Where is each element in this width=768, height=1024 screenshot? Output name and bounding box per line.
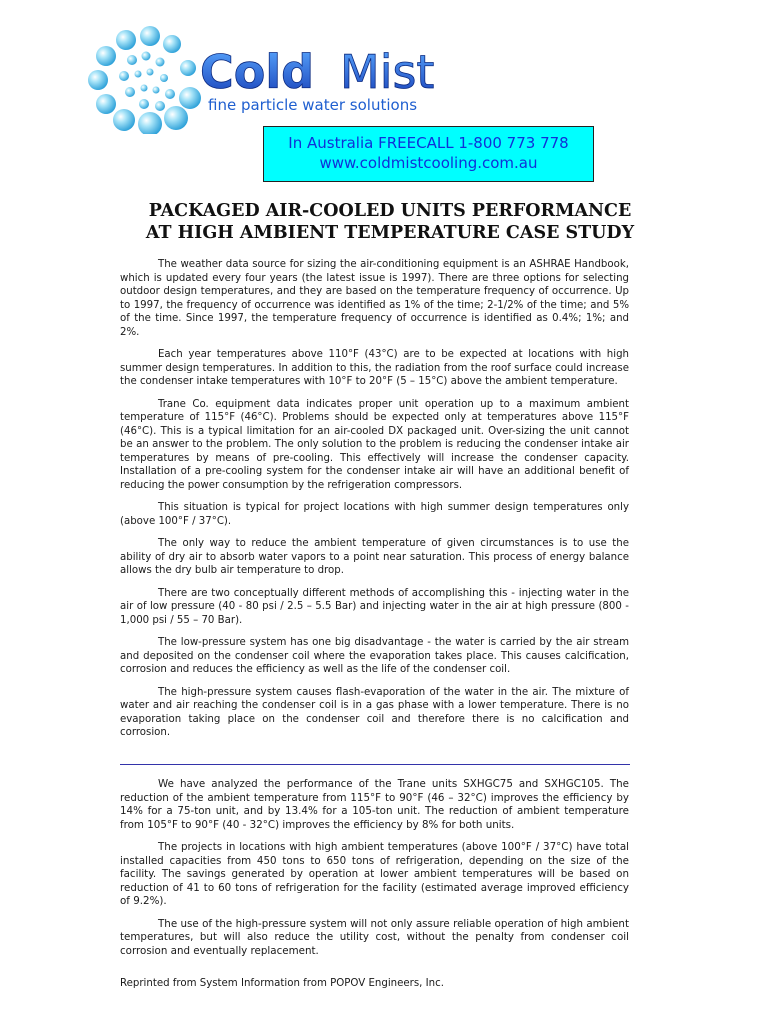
paragraph: The high-pressure system causes flash-evaporation of the water in the air. The mixture of water and air reaching the condenser coil is in a gas phase with a lower temperature. There is no evaporation taking place on the condenser coil and therefore there is no calcification and corrosion. xyxy=(120,686,629,738)
paragraph: The only way to reduce the ambient temperature of given circumstances is to use the ability of dry air to absorb water vapors to a point near saturation. This process of energy balance allows the dry bulb air temperature to drop. xyxy=(120,538,629,576)
droplets-icon xyxy=(88,24,488,134)
title-line-1: PACKAGED AIR-COOLED UNITS PERFORMANCE xyxy=(148,201,632,221)
coldmist-logo xyxy=(88,24,488,134)
body-section-intro xyxy=(120,258,629,749)
freecall-website[interactable]: www.coldmistcooling.com.au xyxy=(319,154,538,172)
paragraph: The low-pressure system has one big disadvantage - the water is carried by the air stream and deposited on the condenser coil where the evaporation takes place. This causes calcification, corrosion and reduces the efficiency as well as the life of the condenser coil. xyxy=(120,637,629,675)
freecall-box xyxy=(263,126,594,182)
paragraph: The use of the high-pressure system will not only assure reliable operation of high ambient temperatures, but will also reduce the utility cost, without the penalty from condenser coil corrosion and eventually replacement. xyxy=(120,917,629,957)
paragraph: Trane Co. equipment data indicates proper unit operation up to a maximum ambient temperature of 115°F (46°C). Problems should be expected only at temperatures above 115°F (46°C). This is a typical limitation for an air-cooled DX packaged unit. Over-sizing the unit cannot be an answer to the problem. The only solution to the problem is reducing the condenser intake air temperatures by means of pre-cooling. This effectively will increase the condenser capacity. Installation of a pre-cooling system for the condenser intake air will have an additional benefit of reducing the power consumption by the refrigeration compressors. xyxy=(120,398,629,491)
paragraph: The projects in locations with high ambient temperatures (above 100°F / 37°C) have total installed capacities from 450 tons to 650 tons of refrigeration, depending on the size of the facility. The savings generated by operation at lower ambient temperatures will be based on reduction of 41 to 60 tons of refrigeration for the facility (estimated average improved efficiency of 9.2%). xyxy=(120,841,629,907)
reprint-footer: Reprinted from System Information from POPOV Engineers, Inc. xyxy=(120,978,444,989)
paragraph: There are two conceptually different methods of accomplishing this - injecting water in the air of low pressure (40 - 80 psi / 2.5 – 5.5 Bar) and injecting water in the air at high pressure (800 - 1,000 psi / 55 – 70 Bar). xyxy=(120,587,629,626)
paragraph: The weather data source for sizing the air-conditioning equipment is an ASHRAE Handbook, which is updated every four years (the latest issue is 1997). There are three options for selecting outdoor design temperatures, and they are based on the temperature frequency of occurrence. Up to 1997, the frequency of occurrence was identified as 1% of the time; 2-1/2% of the time; and 5% of the time. Since 1997, the temperature frequency of occurrence is identified as 0.4%; 1%; and 2%. xyxy=(120,259,629,338)
paragraph: Each year temperatures above 110°F (43°C) are to be expected at locations with high summer design temperatures. In addition to this, the radiation from the roof surface could increase the condenser intake temperatures with 10°F to 20°F (5 – 15°C) above the ambient temperature. xyxy=(120,349,629,387)
freecall-phone: In Australia FREECALL 1-800 773 778 xyxy=(288,134,569,152)
section-divider xyxy=(120,764,630,765)
paragraph: We have analyzed the performance of the Trane units SXHGC75 and SXHGC105. The reduction of the ambient temperature from 115°F to 90°F (46 – 32°C) improves the efficiency by 14% for a 75-ton unit, and by 13.4% for a 105-ton unit. The reduction of ambient temperature from 105°F to 90°F (40 - 32°C) improves the efficiency by 8% for both units. xyxy=(120,778,629,831)
brand-cold-text: Cold xyxy=(200,45,315,99)
title-line-2: AT HIGH AMBIENT TEMPERATURE CASE STUDY xyxy=(145,223,635,243)
brand-mist-text: Mist xyxy=(340,45,435,99)
document-title xyxy=(100,200,680,244)
body-section-analysis xyxy=(120,778,629,967)
paragraph: This situation is typical for project locations with high summer design temperatures only (above 100°F / 37°C). xyxy=(120,502,629,527)
tagline: fine particle water solutions xyxy=(208,96,418,114)
